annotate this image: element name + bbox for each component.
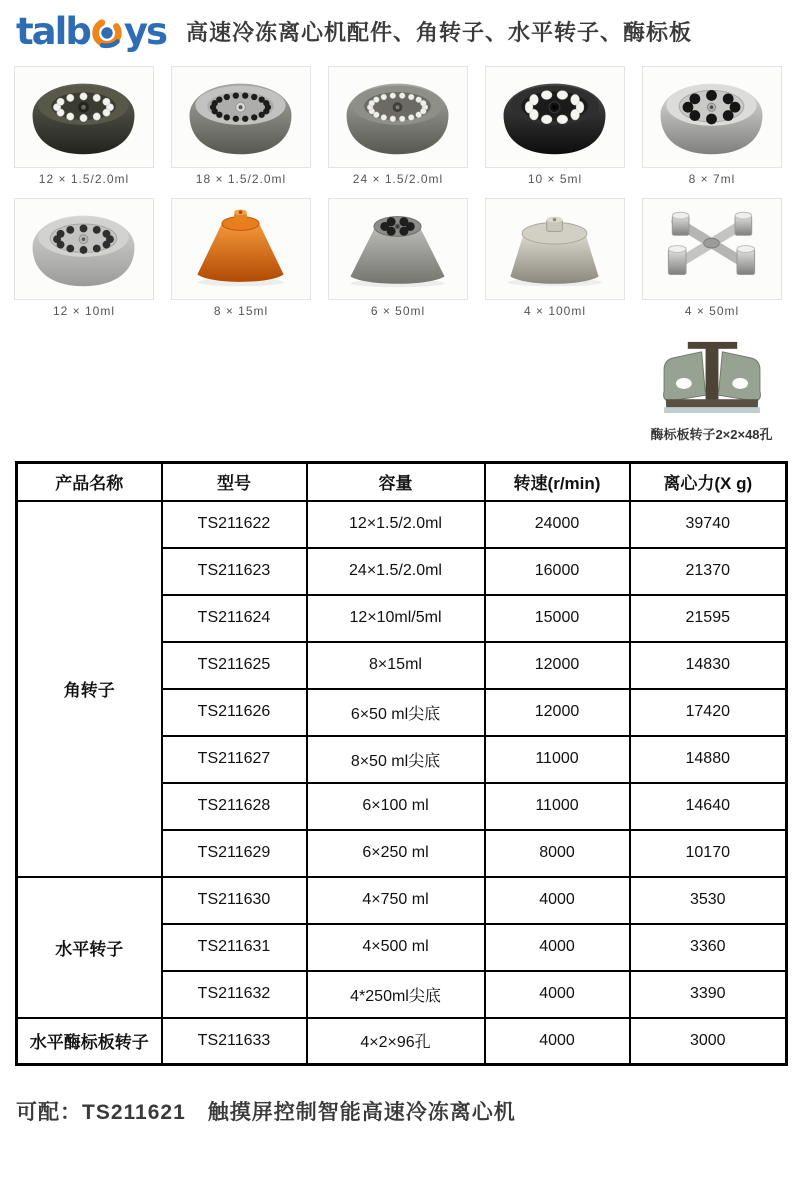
rotor-image-24x1-5ml: [328, 66, 468, 168]
cell-speed: 16000: [485, 548, 630, 595]
group-label-horizontal-rotor: 水平转子: [17, 877, 162, 1018]
cell-model: TS211633: [162, 1018, 307, 1065]
cell-model: TS211631: [162, 924, 307, 971]
cell-model: TS211622: [162, 501, 307, 548]
logo-swirl-icon: [88, 12, 126, 52]
product-item: [634, 332, 789, 443]
group-label-microplate-rotor: 水平酶标板转子: [17, 1018, 162, 1065]
microplate-rotor-image: [634, 332, 789, 420]
product-caption: 12 × 10ml: [52, 304, 116, 318]
cell-model: TS211623: [162, 548, 307, 595]
product-item: [642, 198, 782, 318]
cell-speed: 24000: [485, 501, 630, 548]
rotor-image-8x15ml: [171, 198, 311, 300]
product-caption: 8 × 15ml: [213, 304, 269, 318]
cell-model: TS211625: [162, 642, 307, 689]
spec-table: [15, 461, 788, 1066]
product-item: [328, 66, 468, 186]
header-speed: 转速(r/min): [485, 463, 630, 501]
cell-force: 10170: [630, 830, 787, 877]
product-caption: 6 × 50ml: [370, 304, 426, 318]
header-force: 离心力(X g): [630, 463, 787, 501]
cell-model: TS211632: [162, 971, 307, 1018]
cell-model: TS211626: [162, 689, 307, 736]
rotor-image-8x7ml: [642, 66, 782, 168]
logo-text-right: ys: [123, 9, 166, 53]
cell-speed: 12000: [485, 642, 630, 689]
microplate-row: [14, 332, 786, 443]
header-model: 型号: [162, 463, 307, 501]
header-product-name: 产品名称: [17, 463, 162, 501]
footer-note: 可配：TS211621 触摸屏控制智能高速冷冻离心机: [16, 1101, 516, 1124]
rotor-image-4x100ml: [485, 198, 625, 300]
cell-capacity: 6×250 ml: [307, 830, 485, 877]
product-caption: 10 × 5ml: [527, 172, 583, 186]
product-item: [14, 198, 154, 318]
group-label-angle-rotor: 角转子: [17, 501, 162, 877]
cell-force: 3360: [630, 924, 787, 971]
spec-table-header-row: [17, 463, 787, 501]
rotor-image-6x50ml: [328, 198, 468, 300]
product-item: [171, 66, 311, 186]
rotor-image-18x1-5ml: [171, 66, 311, 168]
cell-force: 14640: [630, 783, 787, 830]
header: [0, 0, 800, 52]
rotor-image-4x50ml-swing: [642, 198, 782, 300]
cell-speed: 4000: [485, 971, 630, 1018]
cell-capacity: 12×1.5/2.0ml: [307, 501, 485, 548]
cell-capacity: 12×10ml/5ml: [307, 595, 485, 642]
product-item: [328, 198, 468, 318]
product-item: [485, 198, 625, 318]
cell-force: 3000: [630, 1018, 787, 1065]
product-caption: 酶标板转子2×2×48孔: [650, 427, 773, 442]
table-row: [17, 501, 787, 548]
cell-speed: 4000: [485, 924, 630, 971]
cell-capacity: 4×2×96孔: [307, 1018, 485, 1065]
cell-speed: 8000: [485, 830, 630, 877]
cell-capacity: 6×50 ml尖底: [307, 689, 485, 736]
cell-speed: 11000: [485, 736, 630, 783]
product-item: [485, 66, 625, 186]
header-capacity: 容量: [307, 463, 485, 501]
cell-capacity: 24×1.5/2.0ml: [307, 548, 485, 595]
rotor-image-12x10ml: [14, 198, 154, 300]
cell-speed: 11000: [485, 783, 630, 830]
cell-capacity: 8×15ml: [307, 642, 485, 689]
cell-capacity: 8×50 ml尖底: [307, 736, 485, 783]
cell-force: 14880: [630, 736, 787, 783]
cell-capacity: 4×750 ml: [307, 877, 485, 924]
cell-force: 14830: [630, 642, 787, 689]
cell-speed: 4000: [485, 1018, 630, 1065]
cell-force: 3390: [630, 971, 787, 1018]
page-title: 高速冷冻离心机配件、角转子、水平转子、酶标板: [185, 19, 692, 45]
cell-model: TS211629: [162, 830, 307, 877]
cell-speed: 4000: [485, 877, 630, 924]
cell-speed: 12000: [485, 689, 630, 736]
rotor-image-12x1-5ml: [14, 66, 154, 168]
product-caption: 4 × 100ml: [523, 304, 587, 318]
cell-capacity: 4×500 ml: [307, 924, 485, 971]
product-item: [171, 198, 311, 318]
cell-force: 17420: [630, 689, 787, 736]
logo-text-left: talb: [16, 9, 90, 53]
cell-capacity: 4*250ml尖底: [307, 971, 485, 1018]
rotor-image-10x5ml: [485, 66, 625, 168]
product-caption: 24 × 1.5/2.0ml: [352, 172, 444, 186]
product-caption: 12 × 1.5/2.0ml: [38, 172, 130, 186]
table-row: [17, 1018, 787, 1065]
cell-force: 3530: [630, 877, 787, 924]
cell-speed: 15000: [485, 595, 630, 642]
product-caption: 4 × 50ml: [684, 304, 740, 318]
product-grid: [14, 66, 786, 318]
product-caption: 18 × 1.5/2.0ml: [195, 172, 287, 186]
product-item: [642, 66, 782, 186]
cell-model: TS211630: [162, 877, 307, 924]
table-row: [17, 877, 787, 924]
product-caption: 8 × 7ml: [688, 172, 736, 186]
product-item: [14, 66, 154, 186]
cell-force: 39740: [630, 501, 787, 548]
cell-capacity: 6×100 ml: [307, 783, 485, 830]
cell-model: TS211624: [162, 595, 307, 642]
cell-force: 21595: [630, 595, 787, 642]
cell-force: 21370: [630, 548, 787, 595]
talboys-logo: [16, 10, 166, 52]
cell-model: TS211627: [162, 736, 307, 783]
cell-model: TS211628: [162, 783, 307, 830]
